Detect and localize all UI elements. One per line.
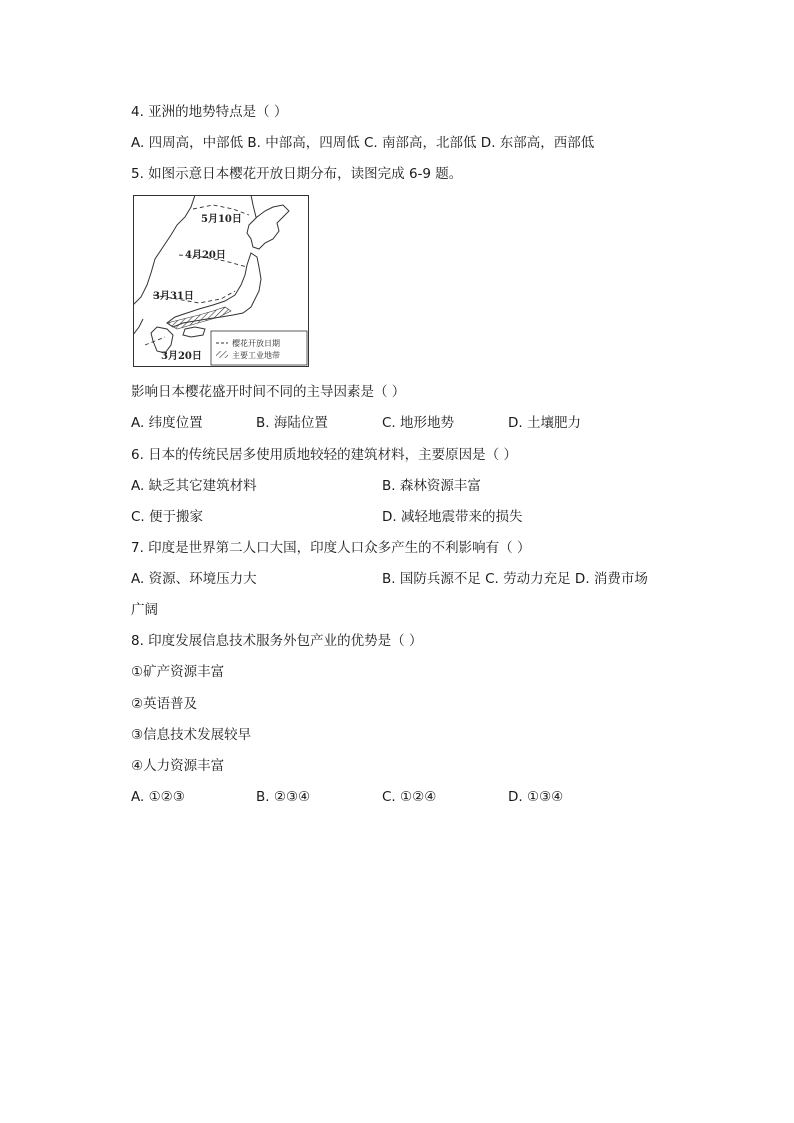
legend-industrial-belt: 主要工业地带 xyxy=(232,351,280,360)
map-label-mar31: 3月31日 xyxy=(153,291,194,302)
q8-item-2: ②英语普及 xyxy=(131,696,198,712)
q8-option-b: B. ②③④ xyxy=(256,789,311,805)
q6-stem: 6. 日本的传统民居多使用质地较轻的建筑材料，主要原因是（ ） xyxy=(131,447,517,463)
q5-stem: 5. 如图示意日本樱花开放日期分布，读图完成 6-9 题。 xyxy=(131,166,463,182)
q6-option-c: C. 便于搬家 xyxy=(131,509,204,525)
q8-stem: 8. 印度发展信息技术服务外包产业的优势是（ ） xyxy=(131,633,423,649)
q6-option-b: B. 森林资源丰富 xyxy=(382,478,481,494)
japan-sakura-map xyxy=(133,195,309,367)
q7-options-bcd: B. 国防兵源不足 C. 劳动力充足 D. 消费市场 xyxy=(382,571,648,587)
q8-option-c: C. ①②④ xyxy=(382,789,437,805)
q6-option-a: A. 缺乏其它建筑材料 xyxy=(131,478,257,494)
map-label-may10: 5月10日 xyxy=(201,214,242,225)
q8-item-4: ④人力资源丰富 xyxy=(131,758,225,774)
q7-stem: 7. 印度是世界第二人口大国，印度人口众多产生的不利影响有（ ） xyxy=(131,540,531,556)
q5-option-d: D. 土壤肥力 xyxy=(508,415,581,431)
q8-item-1: ①矿产资源丰富 xyxy=(131,664,225,680)
q5-question: 影响日本樱花盛开时间不同的主导因素是（ ） xyxy=(131,384,406,400)
q8-item-3: ③信息技术发展较早 xyxy=(131,727,252,743)
q8-option-d: D. ①③④ xyxy=(508,789,564,805)
q4-stem: 4. 亚洲的地势特点是（ ） xyxy=(131,104,288,120)
q7-option-d-wrap: 广阔 xyxy=(131,602,158,618)
q5-option-b: B. 海陆位置 xyxy=(256,415,328,431)
q7-option-a: A. 资源、环境压力大 xyxy=(131,571,257,587)
q5-option-c: C. 地形地势 xyxy=(382,415,455,431)
q8-option-a: A. ①②③ xyxy=(131,789,185,805)
q5-option-a: A. 纬度位置 xyxy=(131,415,203,431)
map-label-apr20: 4月20日 xyxy=(185,250,226,261)
map-label-mar20: 3月20日 xyxy=(161,351,202,362)
q4-options: A. 四周高，中部低 B. 中部高，四周低 C. 南部高，北部低 D. 东部高，西部低 xyxy=(131,135,595,151)
q6-option-d: D. 减轻地震带来的损失 xyxy=(382,509,523,525)
legend-sakura-date: 樱花开放日期 xyxy=(232,339,280,348)
